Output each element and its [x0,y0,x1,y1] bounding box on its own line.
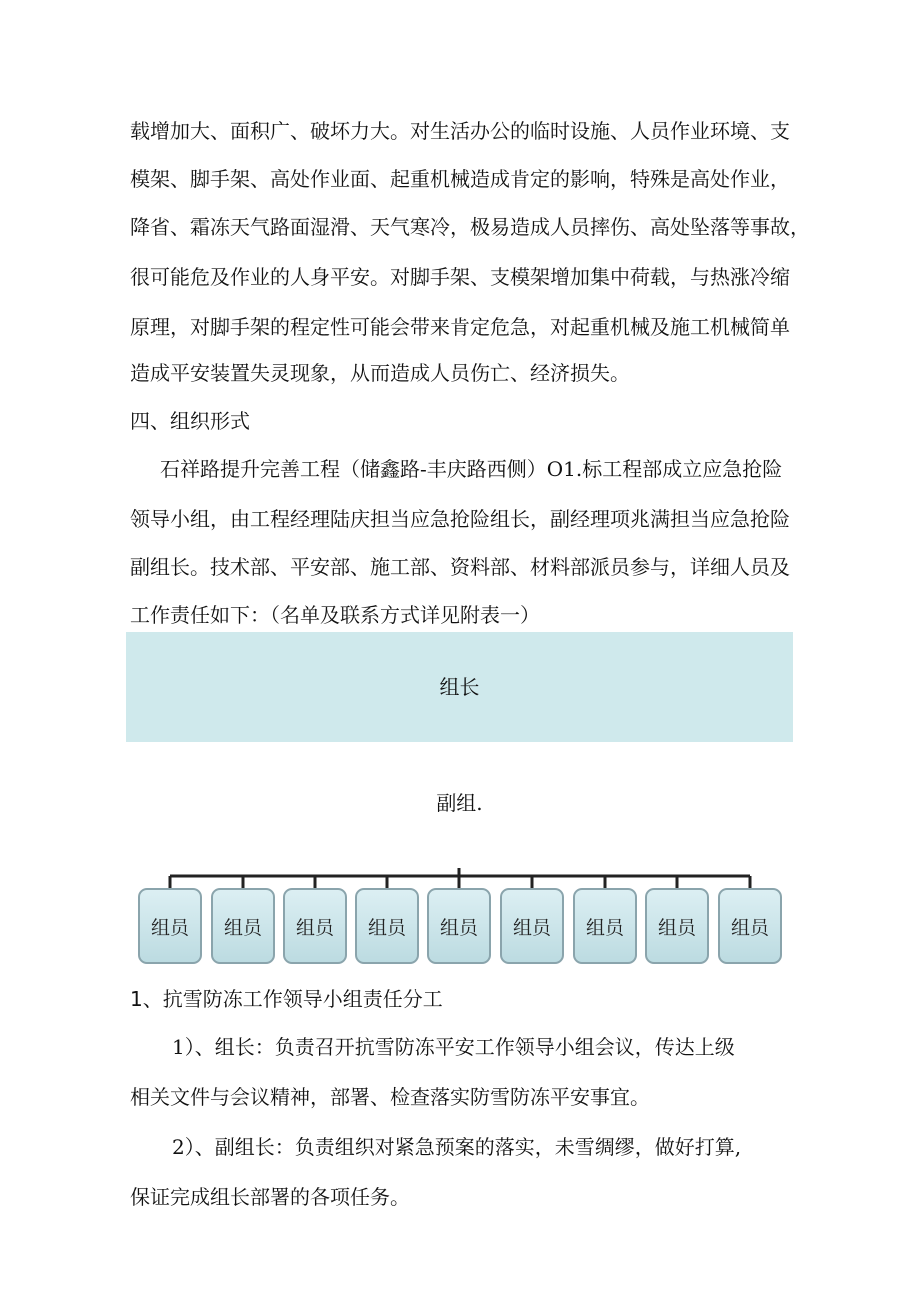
duty-line: 2）、副组长：负责组织对紧急预案的落实，未雪绸缪，做好打算, [172,1135,742,1159]
section-heading: 四、组织形式 [130,409,250,433]
member-box: 组员 [573,888,637,964]
member-box: 组员 [211,888,275,964]
leader-label: 组长 [439,675,480,699]
subsection-heading: 1、抗雪防冻工作领导小组责任分工 [130,987,443,1011]
paragraph-line: 副组长。技术部、平安部、施工部、资料部、材料部派员参与，详细人员及 [130,555,790,579]
paragraph-line: 领导小组，由工程经理陆庆担当应急抢险组长，副经理项兆满担当应急抢险 [130,507,790,531]
member-box: 组员 [718,888,782,964]
member-box: 组员 [138,888,202,964]
paragraph-line: 原理，对脚手架的程定性可能会带来肯定危急，对起重机械及施工机械简单 [130,315,790,339]
member-box: 组员 [283,888,347,964]
paragraph-line: 石祥路提升完善工程（储鑫路-丰庆路西侧）O1.标工程部成立应急抢险 [160,457,783,481]
duty-line: 相关文件与会议精神，部署、检查落实防雪防冻平安事宜。 [130,1085,650,1109]
member-box: 组员 [355,888,419,964]
member-box: 组员 [500,888,564,964]
paragraph-line: 载增加大、面积广、破坏力大。对生活办公的临时设施、人员作业环境、支 [130,119,790,143]
paragraph-line: 造成平安装置失灵现象，从而造成人员伤亡、经济损失。 [130,361,630,385]
deputy-label: 副组. [436,791,483,815]
duty-line: 保证完成组长部署的各项任务。 [130,1185,410,1209]
duty-line: 1）、组长：负责召开抗雪防冻平安工作领导小组会议，传达上级 [172,1035,735,1059]
paragraph-line: 很可能危及作业的人身平安。对脚手架、支模架增加集中荷载，与热涨冷缩 [130,265,790,289]
member-box: 组员 [427,888,491,964]
paragraph-line: 模架、脚手架、高处作业面、起重机械造成肯定的影响，特殊是高处作业， [130,167,790,191]
member-box: 组员 [645,888,709,964]
paragraph-line: 降省、霜冻天气路面湿滑、天气寒冷，极易造成人员摔伤、高处坠落等事故， [130,215,810,239]
paragraph-line: 工作责任如下：（名单及联系方式详见附表一） [130,603,540,627]
